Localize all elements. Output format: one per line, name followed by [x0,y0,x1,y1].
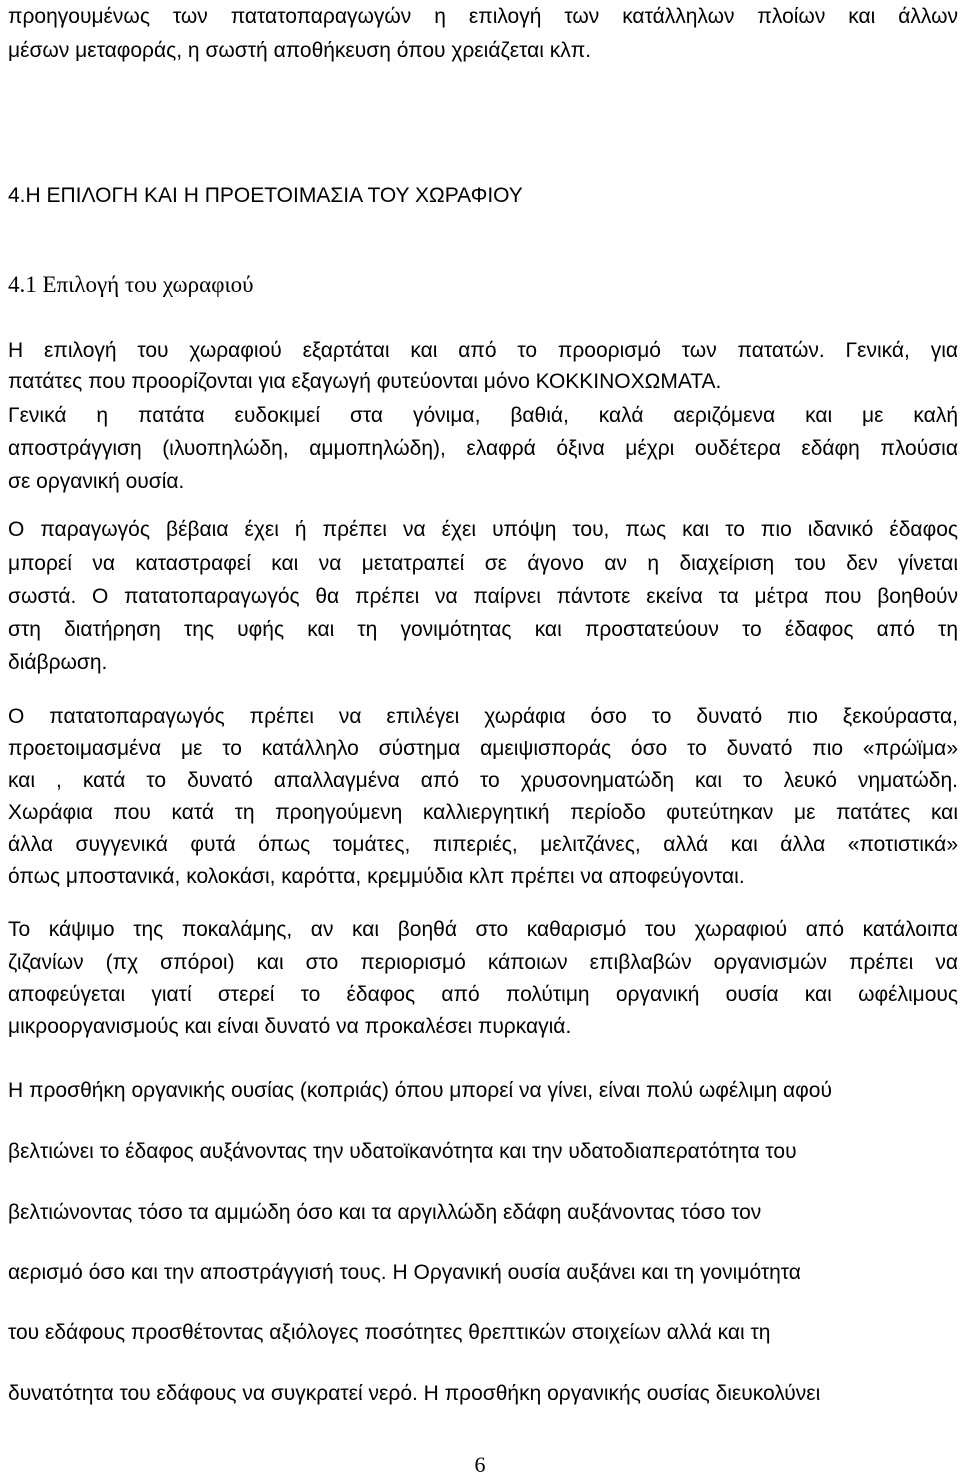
text-line: αερισμό όσο και την αποστράγγισή τους. Η Οργανική ουσία αυξάνει και τη γονιμότητα [8,1261,801,1284]
text-line: ζιζανίων (πχ σπόροι) και στο περιορισμό κάποιων επιβλαβών οργανισμών πρέπει να [8,951,958,974]
text-line: δυνατότητα του εδάφους να συγκρατεί νερό. Η προσθήκη οργανικής ουσίας διευκολύνει [8,1382,821,1405]
text-line: Η προσθήκη οργανικής ουσίας (κοπριάς) όπου μπορεί να γίνει, είναι πολύ ωφέλιμη αφού [8,1079,832,1102]
text-line: του εδάφους προσθέτοντας αξιόλογες ποσότητες θρεπτικών στοιχείων αλλά και τη [8,1321,771,1344]
text-line: Ο παραγωγός βέβαια έχει ή πρέπει να έχει υπόψη του, πως και το πιο ιδανικό έδαφος [8,518,958,541]
text-line: αποφεύγεται γιατί στερεί το έδαφος από πολύτιμη οργανική ουσία και ωφέλιμους [8,983,958,1006]
chapter-heading: 4.Η ΕΠΙΛΟΓΗ ΚΑΙ Η ΠΡΟΕΤΟΙΜΑΣΙΑ ΤΟΥ ΧΩΡΑΦΙΟΥ [8,184,523,207]
text-line: Η επιλογή του χωραφιού εξαρτάται και από το προορισμό των πατατών. Γενικά, για [8,339,958,362]
text-line: στη διατήρηση της υφής και τη γονιμότητας και προστατεύουν το έδαφος από τη [8,618,958,641]
text-line: βελτιώνει το έδαφος αυξάνοντας την υδατοϊκανότητα και την υδατοδιαπερατότητα του [8,1140,797,1163]
text-line: και , κατά το δυνατό απαλλαγμένα από το χρυσονηματώδη και το λευκό νηματώδη. [8,769,958,792]
text-line: σωστά. Ο πατατοπαραγωγός θα πρέπει να παίρνει πάντοτε εκείνα τα μέτρα που βοηθούν [8,585,958,608]
text-line: Ο πατατοπαραγωγός πρέπει να επιλέγει χωράφια όσο το δυνατό πιο ξεκούραστα, [8,705,958,728]
text-line: πατάτες που προορίζονται για εξαγωγή φυτεύονται μόνο ΚΟΚΚΙΝΟΧΩΜΑΤΑ. [8,370,722,393]
text-line: μικροοργανισμούς και είναι δυνατό να προκαλέσει πυρκαγιά. [8,1015,572,1038]
text-line: μπορεί να καταστραφεί και να μετατραπεί σε άγονο αν η διαχείριση του δεν γίνεται [8,552,958,575]
text-line: διάβρωση. [8,651,108,674]
text-line: Χωράφια που κατά τη προηγούμενη καλλιεργητική περίοδο φυτεύτηκαν με πατάτες και [8,801,958,824]
text-line: μέσων μεταφοράς, η σωστή αποθήκευση όπου χρειάζεται κλπ. [8,39,592,62]
section-heading: 4.1 Επιλογή του χωραφιού [8,272,254,297]
text-line: προηγουμένως των πατατοπαραγωγών η επιλογή των κατάλληλων πλοίων και άλλων [8,5,958,28]
page-number: 6 [474,1452,486,1477]
text-line: σε οργανική ουσία. [8,470,185,493]
text-line: άλλα συγγενικά φυτά όπως τομάτες, πιπεριές, μελιτζάνες, αλλά και άλλα «ποτιστικά» [8,833,958,856]
text-line: Γενικά η πατάτα ευδοκιμεί στα γόνιμα, βαθιά, καλά αεριζόμενα και με καλή [8,404,958,427]
text-line: Το κάψιμο της ποκαλάμης, αν και βοηθά στο καθαρισμό του χωραφιού από κατάλοιπα [8,918,958,941]
text-line: όπως μποστανικά, κολοκάσι, καρόττα, κρεμμύδια κλπ πρέπει να αποφεύγονται. [8,865,745,888]
text-line: προετοιμασμένα με το κατάλληλο σύστημα αμειψισποράς όσο το δυνατό πιο «πρώϊμα» [8,737,958,760]
text-line: αποστράγγιση (ιλυοπηλώδη, αμμοπηλώδη), ελαφρά όξινα μέχρι ουδέτερα εδάφη πλούσια [8,437,958,460]
text-line: βελτιώνοντας τόσο τα αμμώδη όσο και τα αργιλλώδη εδάφη αυξάνοντας τόσο τον [8,1201,762,1224]
